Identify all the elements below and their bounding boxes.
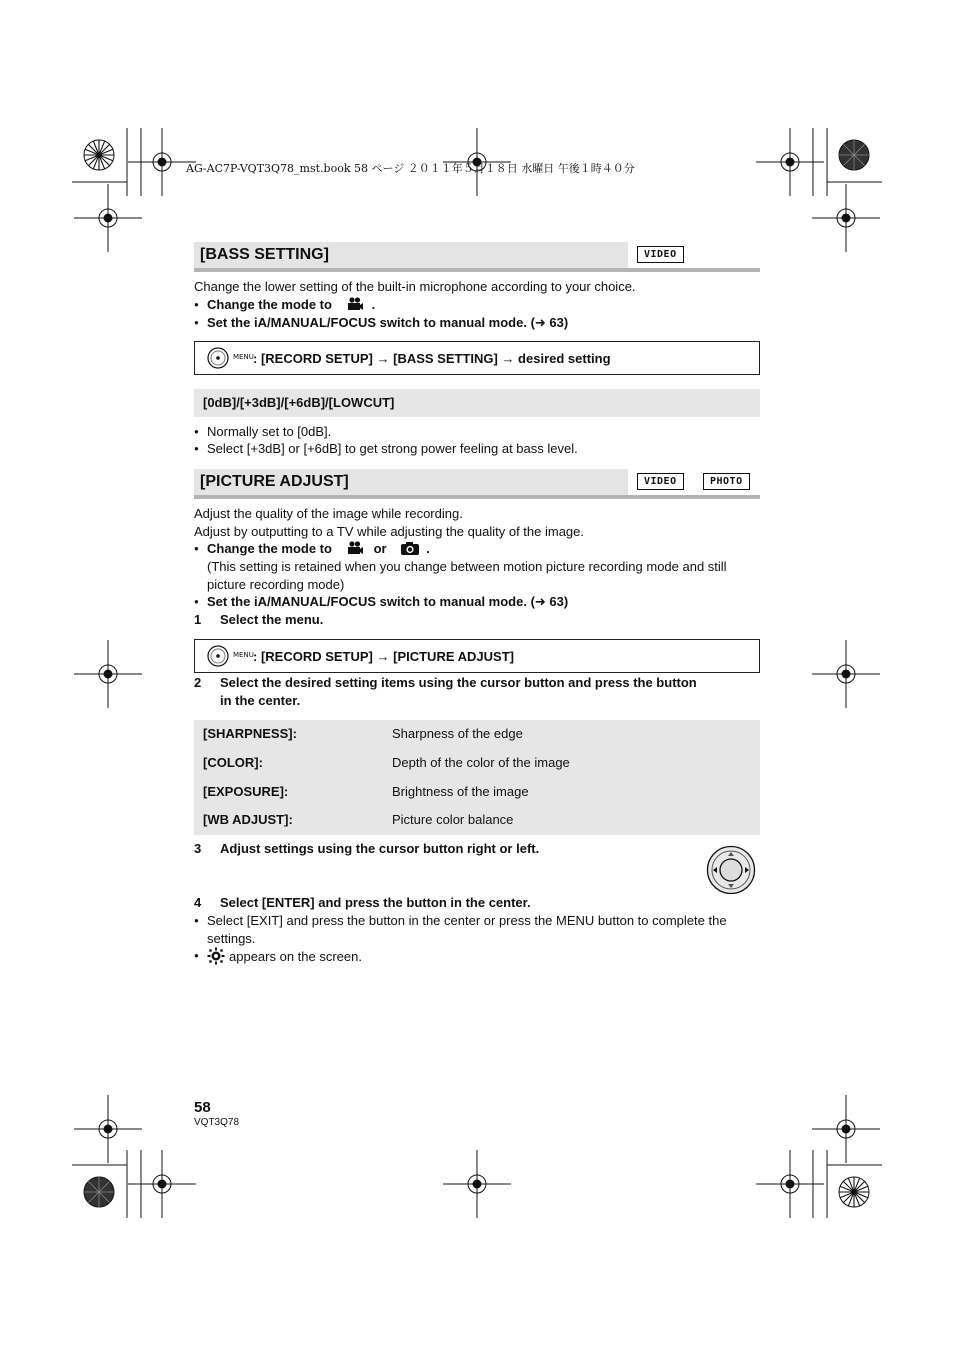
bass-setting-title: [BASS SETTING] (200, 246, 329, 263)
picture-retained-note-1: (This setting is retained when you change between motion picture recording mode and still (207, 559, 727, 574)
table-row-desc: Depth of the color of the image (392, 755, 570, 770)
table-row-item: [EXPOSURE]: (203, 784, 289, 799)
table-row-item: [WB ADJUST]: (203, 812, 293, 827)
bass-options: [0dB]/[+3dB]/[+6dB]/[LOWCUT] (203, 395, 395, 410)
menu-dial-icon (207, 645, 229, 667)
video-mode-tag: VIDEO (637, 473, 684, 490)
bass-mode-instruction: ● Change the mode to . (207, 296, 375, 314)
picture-description-1: Adjust the quality of the image while recording. (194, 506, 463, 521)
picture-settings-table (194, 720, 760, 835)
picture-adjust-indicator-icon (207, 947, 225, 965)
picture-retained-note-2: picture recording mode) (207, 577, 345, 592)
bass-description: Change the lower setting of the built-in microphone according to your choice. (194, 279, 636, 294)
table-row-item: [COLOR]: (203, 755, 263, 770)
step-3: 3 Adjust settings using the cursor button right or left. (194, 841, 540, 856)
bass-switch-instruction: ● Set the iA/MANUAL/FOCUS switch to manual mode. (➜ 63) (207, 314, 568, 332)
page-number: 58 (194, 1099, 211, 1116)
picture-menu-path: : [RECORD SETUP] → [PICTURE ADJUST] (253, 649, 514, 664)
step-1: 1 Select the menu. (194, 612, 324, 627)
bass-note-default: ● Normally set to [0dB]. (207, 423, 331, 441)
picture-mode-instruction: ● Change the mode to or . (207, 540, 430, 558)
picture-adjust-indicator-note: ● appears on the screen. (207, 947, 362, 966)
book-header-line: AG-AC7P-VQT3Q78_mst.book 58 ページ ２０１１年５月１８日 水曜日 午後１時４０分 (186, 162, 635, 175)
motion-picture-mode-icon (346, 541, 364, 555)
bass-menu-path-box (194, 341, 760, 375)
bass-options-block (194, 389, 760, 417)
exit-instruction-1: ● Select [EXIT] and press the button in the center or press the MENU button to complete the (207, 912, 727, 930)
bass-setting-header (194, 242, 760, 272)
picture-adjust-header (194, 469, 760, 499)
document-code: VQT3Q78 (194, 1117, 240, 1128)
still-picture-mode-icon (400, 541, 420, 556)
table-row-desc: Brightness of the image (392, 784, 529, 799)
cursor-button-icon (706, 845, 756, 895)
table-row-desc: Picture color balance (392, 812, 514, 827)
bass-menu-path: : [RECORD SETUP] → [BASS SETTING] → desired setting (253, 351, 611, 366)
step-2: 2 Select the desired setting items using the cursor button and press the button (194, 675, 697, 690)
picture-adjust-title: [PICTURE ADJUST] (200, 473, 349, 490)
exit-instruction-2: settings. (207, 931, 256, 946)
photo-mode-tag: PHOTO (703, 473, 750, 490)
picture-switch-instruction: ● Set the iA/MANUAL/FOCUS switch to manual mode. (➜ 63) (207, 593, 568, 611)
table-row-desc: Sharpness of the edge (392, 726, 523, 741)
picture-description-2: Adjust by outputting to a TV while adjusting the quality of the image. (194, 524, 584, 539)
menu-label: MENU (233, 651, 254, 659)
table-row-item: [SHARPNESS]: (203, 726, 297, 741)
step-2-continued: in the center. (220, 693, 301, 708)
menu-label: MENU (233, 353, 254, 361)
video-mode-tag: VIDEO (637, 246, 684, 263)
motion-picture-mode-icon (346, 297, 364, 311)
picture-menu-path-box (194, 639, 760, 673)
step-4: 4 Select [ENTER] and press the button in the center. (194, 895, 531, 910)
menu-dial-icon (207, 347, 229, 369)
bass-note-strong: ● Select [+3dB] or [+6dB] to get strong power feeling at bass level. (207, 440, 578, 458)
